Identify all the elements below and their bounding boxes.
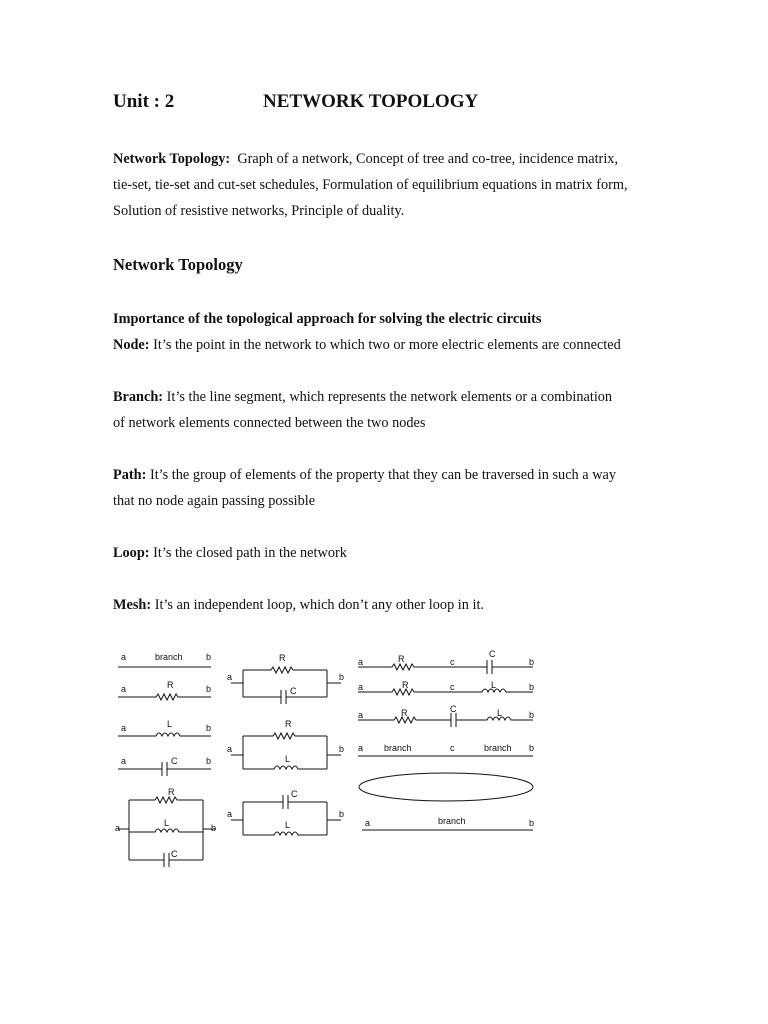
- unit-label: Unit : 2: [113, 91, 175, 112]
- svg-text:b: b: [206, 723, 212, 733]
- svg-text:a: a: [227, 809, 233, 819]
- svg-text:a: a: [115, 823, 121, 833]
- lc-parallel-network: [227, 789, 344, 835]
- series-rl-branch: [358, 680, 534, 695]
- svg-text:a: a: [358, 743, 364, 753]
- svg-text:L: L: [285, 820, 291, 830]
- node-b-label: b: [206, 652, 212, 662]
- importance-heading: Importance of the topological approach for solving the electric circuits: [113, 311, 542, 327]
- svg-text:b: b: [529, 743, 535, 753]
- rl-parallel-network: [227, 719, 344, 769]
- syllabus-line-2: tie-set, tie-set and cut-set schedules, Formulation of equilibrium equations in matrix form,: [113, 177, 628, 193]
- svg-text:a: a: [358, 682, 364, 692]
- svg-text:c: c: [450, 743, 455, 753]
- svg-text:a: a: [358, 710, 364, 720]
- svg-text:branch: branch: [484, 743, 512, 753]
- svg-text:b: b: [529, 818, 535, 828]
- svg-text:R: R: [401, 708, 408, 718]
- svg-text:R: R: [398, 654, 405, 664]
- svg-text:a: a: [365, 818, 371, 828]
- svg-text:b: b: [206, 756, 212, 766]
- svg-text:a: a: [121, 756, 127, 766]
- node-a-label: a: [121, 652, 127, 662]
- svg-text:C: C: [489, 649, 496, 659]
- svg-text:C: C: [450, 704, 457, 714]
- capacitor-branch: [118, 756, 211, 776]
- syllabus-text-1: Graph of a network, Concept of tree and co-tree, incidence matrix,: [237, 151, 619, 167]
- svg-text:b: b: [206, 684, 212, 694]
- svg-text:R: R: [402, 680, 409, 690]
- inductor-branch: [118, 719, 211, 736]
- svg-text:a: a: [121, 684, 127, 694]
- svg-text:L: L: [167, 719, 173, 729]
- svg-text:L: L: [164, 818, 170, 828]
- svg-text:L: L: [497, 708, 503, 718]
- svg-text:b: b: [211, 823, 217, 833]
- section-heading: Network Topology: [113, 255, 243, 274]
- svg-text:b: b: [529, 682, 535, 692]
- series-rcl-branch: [358, 704, 534, 727]
- svg-text:branch: branch: [438, 816, 466, 826]
- rc-parallel-network: [227, 653, 344, 704]
- svg-text:b: b: [339, 672, 345, 682]
- svg-text:b: b: [529, 657, 535, 667]
- term-mesh: Mesh:: [113, 597, 152, 613]
- svg-text:C: C: [171, 849, 178, 859]
- term-branch: Branch:: [113, 389, 164, 405]
- svg-text:C: C: [171, 756, 178, 766]
- svg-text:a: a: [358, 657, 364, 667]
- syllabus-line-3: Solution of resistive networks, Principle of duality.: [113, 203, 405, 219]
- text-branch-1: It’s the line segment, which represents the network elements or a combination: [166, 389, 613, 405]
- svg-text:R: R: [279, 653, 286, 663]
- definition-path-cont: that no node again passing possible: [113, 493, 316, 509]
- branch-diagram: [118, 652, 211, 667]
- term-loop: Loop:: [113, 545, 150, 561]
- term-path: Path:: [113, 467, 147, 483]
- term-node: Node:: [113, 337, 150, 353]
- svg-text:a: a: [121, 723, 127, 733]
- svg-text:b: b: [339, 744, 345, 754]
- series-branch-branch: [358, 743, 534, 756]
- svg-text:a: a: [227, 672, 233, 682]
- svg-text:L: L: [285, 754, 291, 764]
- svg-text:branch: branch: [384, 743, 412, 753]
- text-node: It’s the point in the network to which two or more electric elements are connected: [153, 337, 621, 353]
- text-path-1: It’s the group of elements of the property that they can be traversed in such a way: [149, 467, 617, 483]
- node-ellipse: [359, 773, 533, 801]
- svg-text:c: c: [450, 682, 455, 692]
- rlc-parallel-network: [115, 787, 216, 867]
- svg-text:C: C: [290, 686, 297, 696]
- series-rc-branch: [358, 649, 534, 674]
- svg-text:R: R: [168, 787, 175, 797]
- svg-text:R: R: [167, 680, 174, 690]
- definition-branch-cont: of network elements connected between the two nodes: [113, 415, 426, 431]
- syllabus-label: Network Topology:: [113, 151, 231, 167]
- resistor-branch: [118, 680, 211, 700]
- page-title: NETWORK TOPOLOGY: [263, 91, 479, 112]
- branch-label: branch: [155, 652, 183, 662]
- svg-text:b: b: [529, 710, 535, 720]
- text-loop: It’s the closed path in the network: [153, 545, 347, 561]
- text-mesh: It’s an independent loop, which don’t any other loop in it.: [154, 597, 485, 613]
- svg-text:L: L: [491, 680, 497, 690]
- svg-text:R: R: [285, 719, 292, 729]
- svg-text:c: c: [450, 657, 455, 667]
- svg-text:a: a: [227, 744, 233, 754]
- branch-line-diagram: [362, 816, 534, 830]
- svg-text:b: b: [339, 809, 345, 819]
- svg-text:C: C: [291, 789, 298, 799]
